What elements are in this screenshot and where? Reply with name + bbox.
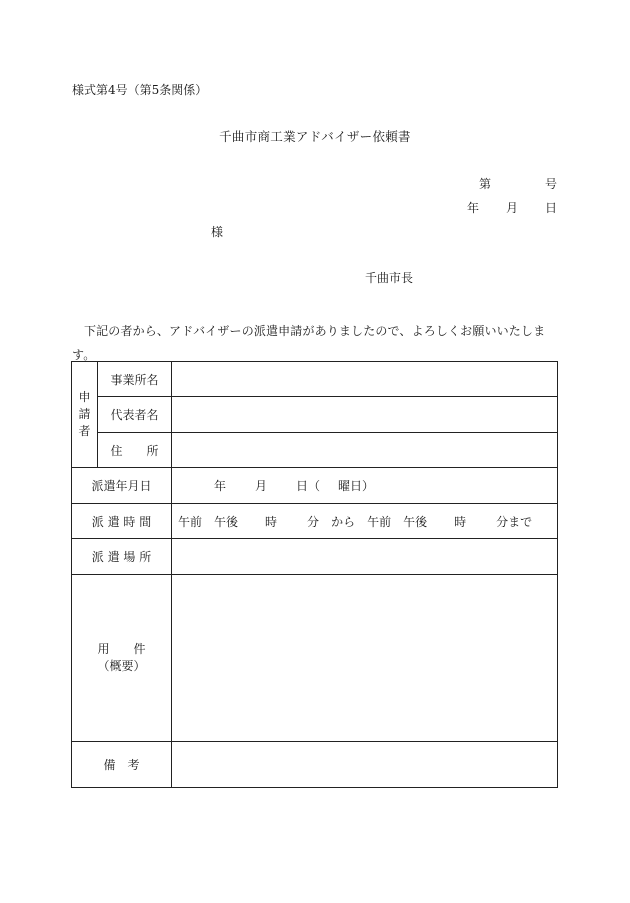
number-suffix: 号 xyxy=(544,177,557,191)
number-prefix: 第 xyxy=(478,177,491,191)
matter-subtitle: （概要） xyxy=(97,659,146,673)
row-dispatch-time xyxy=(72,504,558,539)
address-char-1: 住 xyxy=(110,443,123,458)
matter-char-2: 件 xyxy=(133,642,146,656)
sender: 千曲市長 xyxy=(365,271,414,285)
document-number xyxy=(479,178,557,190)
document-date xyxy=(467,202,557,214)
body-text xyxy=(72,319,558,367)
dispatch-date-label: 派遣年月日 xyxy=(72,468,172,504)
time-am-1: 午前 xyxy=(178,514,203,529)
row-address xyxy=(72,433,558,468)
dispatch-date-field[interactable] xyxy=(172,468,558,504)
dispatch-year: 年 xyxy=(214,479,227,493)
request-form-table xyxy=(71,361,558,788)
dispatch-month: 月 xyxy=(255,479,268,493)
row-business-name xyxy=(72,362,558,397)
remarks-char-1: 備 xyxy=(103,758,116,772)
dispatch-time-label: 派 遣 時 間 xyxy=(72,504,172,539)
dispatch-day: 日（ xyxy=(296,479,321,493)
time-hour-2: 時 xyxy=(454,514,467,529)
address-char-2: 所 xyxy=(146,443,159,458)
matter-char-1: 用 xyxy=(97,642,110,656)
form-reference: 様式第4号（第5条関係） xyxy=(72,83,208,97)
recipient: 様 xyxy=(211,225,224,239)
applicant-char-1: 申 xyxy=(78,390,91,404)
row-dispatch-date xyxy=(72,468,558,504)
document-title: 千曲市商工業アドバイザー依頼書 xyxy=(219,129,411,144)
time-pm-2: 午後 xyxy=(403,514,428,529)
time-min-1: 分 xyxy=(307,514,320,529)
time-hour-1: 時 xyxy=(265,514,278,529)
address-label xyxy=(98,433,172,468)
body-text-content: 下記の者から、アドバイザーの派遣申請がありましたので、よろしくお願いいたします。 xyxy=(72,324,546,362)
date-day: 日 xyxy=(544,201,557,215)
remarks-char-2: 考 xyxy=(127,758,140,772)
business-name-label: 事業所名 xyxy=(98,362,172,397)
dispatch-place-label: 派 遣 場 所 xyxy=(72,539,172,575)
applicant-char-3: 者 xyxy=(78,424,91,438)
representative-label: 代表者名 xyxy=(98,397,172,433)
matter-field[interactable] xyxy=(172,575,558,742)
remarks-field[interactable] xyxy=(172,742,558,788)
matter-label xyxy=(72,575,172,742)
representative-field[interactable] xyxy=(172,397,558,433)
dispatch-place-field[interactable] xyxy=(172,539,558,575)
row-matter xyxy=(72,575,558,742)
matter-title xyxy=(72,641,171,658)
row-remarks xyxy=(72,742,558,788)
time-from: から xyxy=(331,514,356,529)
row-dispatch-place xyxy=(72,539,558,575)
date-month: 月 xyxy=(505,201,518,215)
time-am-2: 午前 xyxy=(367,514,392,529)
time-until: 分まで xyxy=(496,514,533,529)
time-pm-1: 午後 xyxy=(214,514,239,529)
remarks-label xyxy=(72,742,172,788)
applicant-char-2: 請 xyxy=(78,407,91,421)
row-representative xyxy=(72,397,558,433)
applicant-group-label xyxy=(72,362,98,468)
address-field[interactable] xyxy=(172,433,558,468)
date-year: 年 xyxy=(466,201,479,215)
business-name-field[interactable] xyxy=(172,362,558,397)
dispatch-weekday: 曜日） xyxy=(338,479,375,493)
dispatch-time-field[interactable] xyxy=(172,504,558,539)
